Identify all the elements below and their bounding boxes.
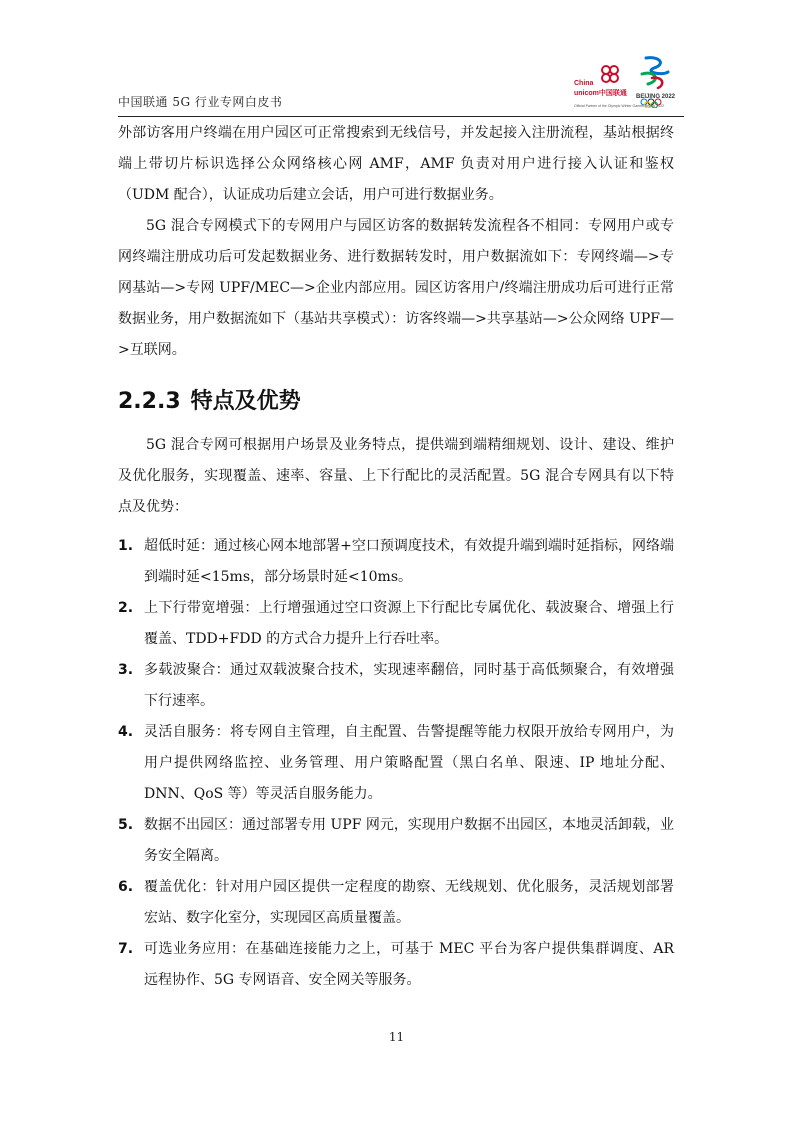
feature-number: 7. (118, 941, 134, 957)
feature-text: 多载波聚合：通过双载波聚合技术，实现速率翻倍，同时基于高低频聚合，有效增强下行速率。 (144, 662, 674, 709)
feature-list (118, 531, 674, 996)
paragraph-visitor-access: 外部访客用户终端在用户园区可正常搜索到无线信号，并发起接入注册流程，基站根据终端上带切片标识选择公众网络核心网 AMF，AMF 负责对用户进行接入认证和鉴权（UDM 配合），认证成功后建立会话，用户可进行数据业务。 (118, 125, 674, 203)
feature-number: 5. (118, 817, 134, 833)
feature-item (118, 593, 674, 655)
page-header (118, 50, 684, 117)
olympic-emblem-text: BEIJING 2022 (636, 94, 676, 100)
feature-number: 2. (118, 600, 134, 616)
page-number: 11 (388, 1030, 405, 1044)
feature-text: 灵活自服务：将专网自主管理，自主配置、告警提醒等能力权限开放给专网用户，为用户提供网络监控、业务管理、用户策略配置（黑白名单、限速、IP 地址分配、DNN、QoS 等）等灵活自服务能力。 (144, 724, 674, 802)
feature-number: 1. (118, 538, 134, 554)
header-logos (574, 54, 684, 110)
feature-item (118, 934, 674, 996)
feature-text: 上下行带宽增强：上行增强通过空口资源上下行配比专属优化、载波聚合、增强上行覆盖、TDD+FDD 的方式合力提升上行吞吐率。 (144, 600, 674, 647)
feature-number: 3. (118, 662, 134, 678)
section-number: 2.2.3 (118, 389, 181, 414)
page-content (118, 118, 674, 996)
header-title: 中国联通 5G 行业专网白皮书 (118, 95, 283, 109)
feature-number: 6. (118, 879, 134, 895)
section-heading (118, 384, 674, 420)
paragraph-data-flow: 5G 混合专网模式下的专网用户与园区访客的数据转发流程各不相同：专网用户或专网终端注册成功后可发起数据业务、进行数据转发时，用户数据流如下：专网终端—>专网基站—>专网 UPF/MEC—>企业内部应用。园区访客用户/终端注册成功后可进行正常数据业务，用户数据流如下（基站共享模式）：访客终端—>共享基站—>公众网络 UPF—>互联网。 (118, 218, 674, 358)
feature-text: 超低时延：通过核心网本地部署+空口预调度技术，有效提升端到端时延指标，网络端到端时延<15ms，部分场景时延<10ms。 (144, 538, 674, 585)
feature-number: 4. (118, 724, 134, 740)
feature-item (118, 655, 674, 717)
unicom-logo-text-line1: China (574, 80, 594, 87)
feature-item (118, 717, 674, 810)
unicom-logo-text-line2: unicom中国联通 (574, 90, 627, 97)
feature-item (118, 531, 674, 593)
feature-item (118, 872, 674, 934)
feature-text: 覆盖优化：针对用户园区提供一定程度的勘察、无线规划、优化服务，灵活规划部署宏站、数字化室分，实现园区高质量覆盖。 (144, 879, 674, 926)
feature-text: 数据不出园区：通过部署专用 UPF 网元，实现用户数据不出园区，本地灵活卸载，业务安全隔离。 (144, 817, 674, 864)
paragraph-features-intro: 5G 混合专网可根据用户场景及业务特点，提供端到端精细规划、设计、建设、维护及优化服务，实现覆盖、速率、容量、上下行配比的灵活配置。5G 混合专网具有以下特点及优势： (118, 437, 674, 515)
feature-item (118, 810, 674, 872)
feature-text: 可选业务应用：在基础连接能力之上，可基于 MEC 平台为客户提供集群调度、AR 远程协作、5G 专网语音、安全网关等服务。 (144, 941, 674, 988)
section-title: 特点及优势 (190, 389, 301, 414)
official-partner-text: Official Partner of the Olympic Winter Games Beijing 2022 (574, 104, 665, 108)
